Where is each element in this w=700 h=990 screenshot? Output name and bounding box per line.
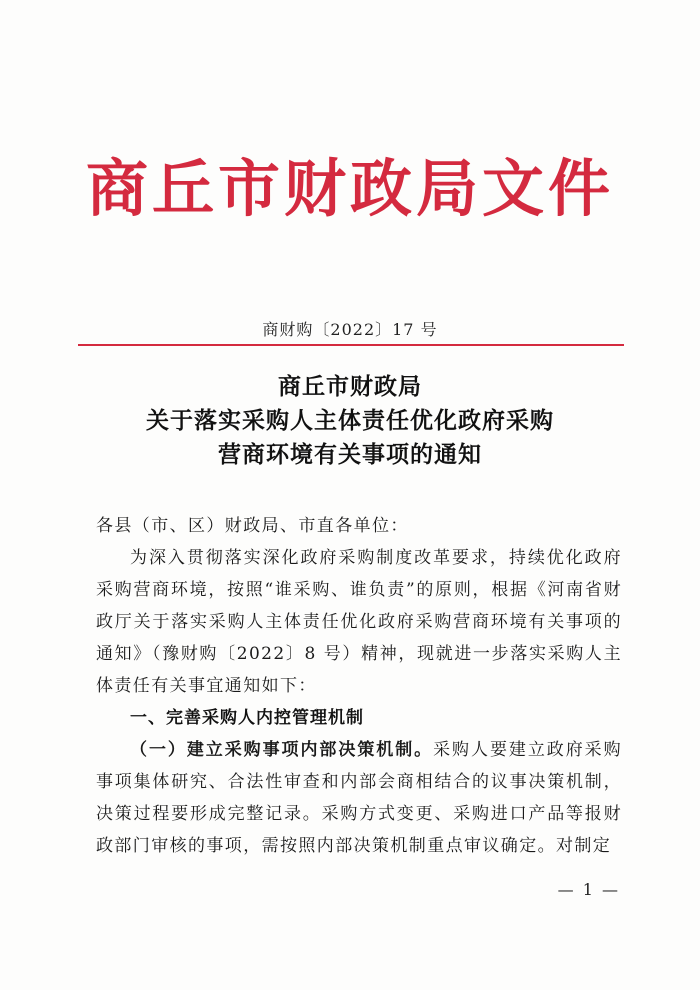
notice-title-line-3: 营商环境有关事项的通知: [218, 441, 482, 468]
page-number: — 1 —: [557, 880, 620, 899]
notice-title-line-1: 商丘市财政局: [278, 373, 422, 400]
section-1-heading: 一、完善采购人内控管理机制: [130, 708, 364, 728]
salutation: 各县（市、区）财政局、市直各单位：: [96, 516, 409, 536]
subsection-1-heading: （一）建立采购事项内部决策机制。: [130, 740, 434, 760]
notice-title-line-2: 关于落实采购人主体责任优化政府采购: [146, 407, 554, 434]
body-paragraph-1: 为深入贯彻落实深化政府采购制度改革要求，持续优化政府采购营商环境，按照“谁采购、谁负责”的原则，根据《河南省财政厅关于落实采购人主体责任优化政府采购营商环境有关事项的通知》（豫财购〔2022〕8 号）精神，现就进一步落实采购人主体责任有关事宜通知如下：: [96, 548, 622, 696]
red-divider-line: [78, 344, 624, 346]
document-number: 商财购〔2022〕17 号: [262, 320, 438, 339]
notice-title: [0, 370, 700, 472]
body-paragraph-2: [96, 734, 622, 862]
document-header-title: 商丘市财政局文件: [85, 152, 614, 225]
body-paragraph-2-text: 采购人要建立政府采购事项集体研究、合法性审查和内部会商相结合的议事决策机制，决策过程要形成完整记录。采购方式变更、采购进口产品等报财政部门审核的事项，需按照内部决策机制重点审议确定。对制定: [96, 740, 623, 856]
